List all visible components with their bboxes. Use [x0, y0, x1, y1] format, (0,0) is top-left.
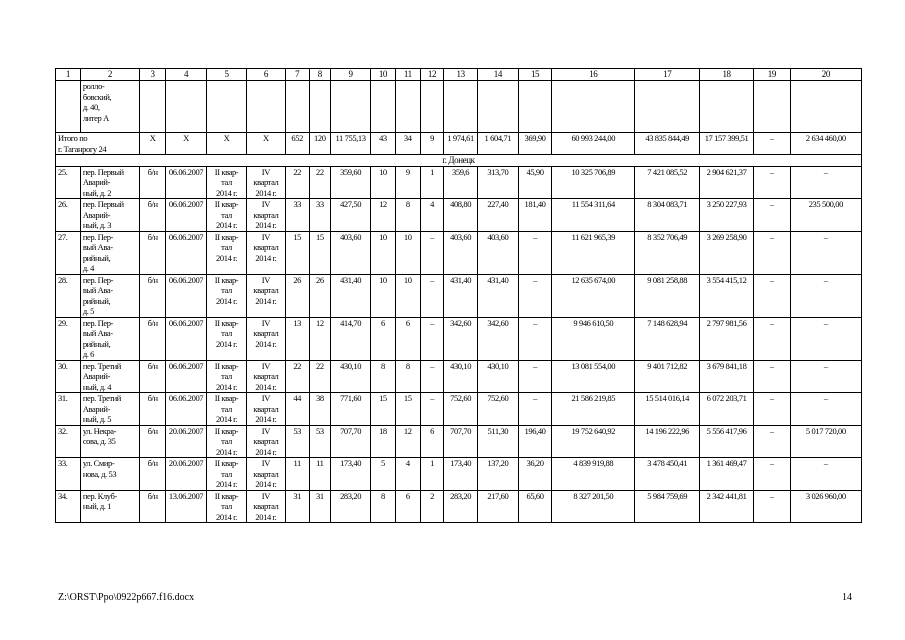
city-row: [56, 155, 862, 167]
row-number: 28.: [56, 274, 81, 317]
data-cell: –: [754, 393, 791, 426]
column-number: 20: [790, 69, 861, 81]
address-cell: пер. Первый Аварий- ный, д. 2: [80, 166, 139, 199]
data-cell: –: [754, 199, 791, 232]
data-cell: 173,40: [444, 458, 477, 491]
data-cell: II квар- тал 2014 г.: [207, 490, 247, 523]
table-row: [56, 360, 862, 393]
table-row: [56, 425, 862, 458]
total-cell: –: [754, 133, 791, 155]
data-cell: 3 026 960,00: [790, 490, 861, 523]
data-cell: 196,40: [518, 425, 551, 458]
data-cell: 1 361 469,47: [700, 458, 754, 491]
data-cell: 10: [395, 231, 420, 274]
data-cell: 65,60: [518, 490, 551, 523]
address-cell: пер. Пер- вый Ава- рийный, д. 4: [80, 231, 139, 274]
table-row: [56, 490, 862, 523]
column-number: 10: [371, 69, 396, 81]
data-cell: 33: [309, 199, 331, 232]
data-cell: 707,70: [444, 425, 477, 458]
data-cell: 53: [309, 425, 331, 458]
data-cell: 752,60: [444, 393, 477, 426]
data-cell: 06.06.2007: [166, 317, 207, 360]
empty-cell: [552, 81, 635, 133]
data-cell: 3 679 841,18: [700, 360, 754, 393]
data-cell: б/н: [140, 166, 166, 199]
data-cell: II квар- тал 2014 г.: [207, 458, 247, 491]
total-cell: 17 157 399,51: [700, 133, 754, 155]
row-number: [56, 81, 81, 133]
data-cell: 173,40: [331, 458, 371, 491]
data-cell: –: [518, 274, 551, 317]
data-cell: 15: [285, 231, 309, 274]
data-cell: –: [790, 458, 861, 491]
table-row: [56, 393, 862, 426]
data-cell: –: [754, 425, 791, 458]
data-cell: 10 325 706,89: [552, 166, 635, 199]
column-number-row: [56, 69, 862, 81]
total-cell: 1 604,71: [477, 133, 518, 155]
data-cell: 10: [395, 274, 420, 317]
data-cell: 3 250 227,93: [700, 199, 754, 232]
empty-cell: [444, 81, 477, 133]
row-number: 27.: [56, 231, 81, 274]
data-cell: 3 554 415,12: [700, 274, 754, 317]
column-number: 15: [518, 69, 551, 81]
data-cell: 8 304 083,71: [635, 199, 700, 232]
empty-cell: [518, 81, 551, 133]
total-cell: 2 634 460,00: [790, 133, 861, 155]
data-cell: –: [754, 166, 791, 199]
data-cell: 8: [371, 360, 396, 393]
data-cell: 3 478 450,41: [635, 458, 700, 491]
row-number: 34.: [56, 490, 81, 523]
table-row: [56, 317, 862, 360]
data-cell: 511,30: [477, 425, 518, 458]
total-cell: 34: [395, 133, 420, 155]
total-cell: 1 974,61: [444, 133, 477, 155]
data-cell: 4: [420, 199, 444, 232]
data-cell: 707,70: [331, 425, 371, 458]
data-cell: 6: [395, 317, 420, 360]
data-cell: 10: [371, 274, 396, 317]
address-cell: пер. Третий Аварий- ный, д. 4: [80, 360, 139, 393]
data-cell: 5: [371, 458, 396, 491]
data-cell: –: [754, 458, 791, 491]
column-number: 11: [395, 69, 420, 81]
data-cell: 9: [395, 166, 420, 199]
data-cell: 4: [395, 458, 420, 491]
total-cell: 9: [420, 133, 444, 155]
data-cell: –: [790, 393, 861, 426]
data-cell: 10: [371, 231, 396, 274]
data-cell: 6 072 203,71: [700, 393, 754, 426]
data-cell: 22: [309, 166, 331, 199]
footer-page-number: 14: [842, 592, 852, 603]
data-cell: –: [518, 360, 551, 393]
data-cell: –: [790, 317, 861, 360]
data-cell: 9 401 712,82: [635, 360, 700, 393]
data-cell: 342,60: [444, 317, 477, 360]
data-cell: б/н: [140, 317, 166, 360]
data-cell: II квар- тал 2014 г.: [207, 425, 247, 458]
data-cell: 13.06.2007: [166, 490, 207, 523]
data-cell: –: [420, 393, 444, 426]
data-cell: –: [754, 317, 791, 360]
data-cell: IV квартал 2014 г.: [246, 360, 285, 393]
data-cell: II квар- тал 2014 г.: [207, 199, 247, 232]
data-cell: –: [420, 274, 444, 317]
data-cell: II квар- тал 2014 г.: [207, 393, 247, 426]
data-cell: 13 081 554,00: [552, 360, 635, 393]
data-cell: 8 352 706,49: [635, 231, 700, 274]
data-cell: 8 327 201,50: [552, 490, 635, 523]
total-cell: Х: [246, 133, 285, 155]
column-number: 7: [285, 69, 309, 81]
address-cell: ул. Смир- нова, д. 53: [80, 458, 139, 491]
data-cell: 11: [309, 458, 331, 491]
data-cell: б/н: [140, 274, 166, 317]
column-number: 4: [166, 69, 207, 81]
data-cell: 44: [285, 393, 309, 426]
row-number: 32.: [56, 425, 81, 458]
column-number: 16: [552, 69, 635, 81]
total-cell: 369,90: [518, 133, 551, 155]
address-cell: пер. Первый Аварий- ный, д. 3: [80, 199, 139, 232]
data-cell: –: [754, 274, 791, 317]
column-number: 9: [331, 69, 371, 81]
row-number: 29.: [56, 317, 81, 360]
data-cell: 06.06.2007: [166, 231, 207, 274]
data-cell: 4 839 919,88: [552, 458, 635, 491]
data-cell: 06.06.2007: [166, 199, 207, 232]
data-cell: IV квартал 2014 г.: [246, 166, 285, 199]
data-cell: –: [754, 231, 791, 274]
data-cell: 06.06.2007: [166, 166, 207, 199]
data-cell: 217,60: [477, 490, 518, 523]
address-cell: пер. Клуб- ный, д. 1: [80, 490, 139, 523]
data-cell: 430,10: [477, 360, 518, 393]
address-cell: ул. Некра- сова, д. 35: [80, 425, 139, 458]
data-cell: 6: [371, 317, 396, 360]
data-cell: 15: [371, 393, 396, 426]
address-cell: пер. Пер- вый Ава- рийный, д. 5: [80, 274, 139, 317]
empty-cell: [309, 81, 331, 133]
row-number: 25.: [56, 166, 81, 199]
data-cell: 1: [420, 166, 444, 199]
data-cell: 427,50: [331, 199, 371, 232]
empty-cell: [395, 81, 420, 133]
empty-cell: [420, 81, 444, 133]
data-cell: 11: [285, 458, 309, 491]
column-number: 19: [754, 69, 791, 81]
footer-file-path: Z:\ORST\Ppo\0922p667.f16.docx: [58, 592, 195, 603]
data-cell: –: [790, 231, 861, 274]
row-number: 33.: [56, 458, 81, 491]
data-cell: 15: [395, 393, 420, 426]
empty-cell: [371, 81, 396, 133]
data-cell: 7 148 628,94: [635, 317, 700, 360]
data-cell: IV квартал 2014 г.: [246, 199, 285, 232]
data-cell: II квар- тал 2014 г.: [207, 231, 247, 274]
table-row: [56, 199, 862, 232]
data-cell: –: [420, 231, 444, 274]
data-cell: –: [790, 274, 861, 317]
empty-cell: [477, 81, 518, 133]
data-cell: 403,60: [477, 231, 518, 274]
data-cell: 9 946 610,50: [552, 317, 635, 360]
data-cell: 06.06.2007: [166, 393, 207, 426]
data-cell: б/н: [140, 231, 166, 274]
data-cell: II квар- тал 2014 г.: [207, 360, 247, 393]
data-cell: 8: [395, 360, 420, 393]
column-number: 2: [80, 69, 139, 81]
data-cell: –: [420, 360, 444, 393]
data-cell: 283,20: [331, 490, 371, 523]
data-cell: 45,90: [518, 166, 551, 199]
data-cell: 53: [285, 425, 309, 458]
data-cell: б/н: [140, 425, 166, 458]
row-number: 30.: [56, 360, 81, 393]
continued-row: [56, 81, 862, 133]
empty-cell: [790, 81, 861, 133]
total-cell: 120: [309, 133, 331, 155]
data-cell: 19 752 640,92: [552, 425, 635, 458]
data-cell: –: [790, 166, 861, 199]
column-number: 14: [477, 69, 518, 81]
data-cell: 752,60: [477, 393, 518, 426]
data-cell: б/н: [140, 490, 166, 523]
data-cell: 5 017 720,00: [790, 425, 861, 458]
data-cell: 181,40: [518, 199, 551, 232]
data-cell: 22: [285, 360, 309, 393]
table-row: [56, 458, 862, 491]
data-cell: –: [518, 317, 551, 360]
table-row: [56, 166, 862, 199]
data-cell: –: [518, 393, 551, 426]
column-number: 8: [309, 69, 331, 81]
data-cell: IV квартал 2014 г.: [246, 274, 285, 317]
total-cell: 43 835 844,49: [635, 133, 700, 155]
data-cell: 36,20: [518, 458, 551, 491]
column-number: 17: [635, 69, 700, 81]
empty-cell: [207, 81, 247, 133]
data-cell: 20.06.2007: [166, 458, 207, 491]
data-cell: 227,40: [477, 199, 518, 232]
data-cell: –: [754, 360, 791, 393]
empty-cell: [754, 81, 791, 133]
data-cell: 431,40: [444, 274, 477, 317]
data-cell: 13: [285, 317, 309, 360]
data-cell: 408,80: [444, 199, 477, 232]
data-cell: 11 554 311,64: [552, 199, 635, 232]
data-cell: 3 269 258,90: [700, 231, 754, 274]
data-cell: 22: [285, 166, 309, 199]
data-cell: б/н: [140, 458, 166, 491]
data-cell: 33: [285, 199, 309, 232]
data-cell: 14 196 222,96: [635, 425, 700, 458]
data-cell: 6: [395, 490, 420, 523]
total-row: [56, 133, 862, 155]
address-cell: пер. Пер- вый Ава- рийный, д. 6: [80, 317, 139, 360]
data-cell: 5 984 759,69: [635, 490, 700, 523]
data-cell: 137,20: [477, 458, 518, 491]
total-cell: Х: [166, 133, 207, 155]
data-cell: 6: [420, 425, 444, 458]
total-cell: 60 993 244,00: [552, 133, 635, 155]
column-number: 13: [444, 69, 477, 81]
data-cell: 1: [420, 458, 444, 491]
empty-cell: [246, 81, 285, 133]
data-cell: 12: [309, 317, 331, 360]
data-cell: IV квартал 2014 г.: [246, 490, 285, 523]
data-cell: 2: [420, 490, 444, 523]
data-cell: 2 904 621,37: [700, 166, 754, 199]
housing-table: [55, 68, 862, 523]
data-cell: 414,70: [331, 317, 371, 360]
column-number: 5: [207, 69, 247, 81]
column-number: 1: [56, 69, 81, 81]
data-cell: 31: [285, 490, 309, 523]
total-cell: 11 755,13: [331, 133, 371, 155]
data-cell: 771,60: [331, 393, 371, 426]
empty-cell: [635, 81, 700, 133]
empty-cell: [700, 81, 754, 133]
data-cell: –: [420, 317, 444, 360]
address-cell: ролло- бовский, д. 40, литер А: [80, 81, 139, 133]
data-cell: 2 797 981,56: [700, 317, 754, 360]
data-cell: 38: [309, 393, 331, 426]
column-number: 6: [246, 69, 285, 81]
data-cell: 403,60: [444, 231, 477, 274]
data-cell: 06.06.2007: [166, 360, 207, 393]
table-row: [56, 231, 862, 274]
column-number: 12: [420, 69, 444, 81]
data-cell: 283,20: [444, 490, 477, 523]
data-cell: 2 342 441,81: [700, 490, 754, 523]
data-cell: 31: [309, 490, 331, 523]
data-cell: 431,40: [331, 274, 371, 317]
data-cell: II квар- тал 2014 г.: [207, 166, 247, 199]
data-cell: 5 556 417,96: [700, 425, 754, 458]
data-cell: 11 621 965,39: [552, 231, 635, 274]
data-cell: 20.06.2007: [166, 425, 207, 458]
empty-cell: [140, 81, 166, 133]
data-cell: IV квартал 2014 г.: [246, 317, 285, 360]
empty-cell: [285, 81, 309, 133]
data-cell: б/н: [140, 199, 166, 232]
data-cell: 8: [395, 199, 420, 232]
empty-cell: [166, 81, 207, 133]
data-cell: II квар- тал 2014 г.: [207, 317, 247, 360]
data-cell: 22: [309, 360, 331, 393]
column-number: 3: [140, 69, 166, 81]
data-cell: 26: [309, 274, 331, 317]
total-cell: 652: [285, 133, 309, 155]
data-cell: 12: [395, 425, 420, 458]
data-cell: 9 081 258,88: [635, 274, 700, 317]
data-cell: –: [518, 231, 551, 274]
data-cell: 342,60: [477, 317, 518, 360]
data-cell: 235 500,00: [790, 199, 861, 232]
data-cell: IV квартал 2014 г.: [246, 231, 285, 274]
total-cell: 43: [371, 133, 396, 155]
data-cell: –: [754, 490, 791, 523]
data-cell: II квар- тал 2014 г.: [207, 274, 247, 317]
data-cell: 430,10: [444, 360, 477, 393]
data-cell: 8: [371, 490, 396, 523]
table-row: [56, 274, 862, 317]
data-cell: 403,60: [331, 231, 371, 274]
row-number: 31.: [56, 393, 81, 426]
address-cell: пер. Третий Аварий- ный, д. 5: [80, 393, 139, 426]
row-number: 26.: [56, 199, 81, 232]
data-cell: 15 514 016,14: [635, 393, 700, 426]
data-cell: 26: [285, 274, 309, 317]
data-cell: б/н: [140, 360, 166, 393]
data-cell: 359,6: [444, 166, 477, 199]
data-cell: 7 421 085,52: [635, 166, 700, 199]
data-cell: 313,70: [477, 166, 518, 199]
data-cell: –: [790, 360, 861, 393]
data-cell: 15: [309, 231, 331, 274]
data-cell: 12 635 674,00: [552, 274, 635, 317]
empty-cell: [331, 81, 371, 133]
total-cell: Х: [140, 133, 166, 155]
city-name: г. Донецк: [56, 155, 862, 167]
total-cell: Х: [207, 133, 247, 155]
data-cell: 10: [371, 166, 396, 199]
data-cell: б/н: [140, 393, 166, 426]
data-cell: IV квартал 2014 г.: [246, 425, 285, 458]
total-label: Итого по г. Таганрогу 24: [56, 133, 140, 155]
data-cell: IV квартал 2014 г.: [246, 458, 285, 491]
data-cell: 06.06.2007: [166, 274, 207, 317]
data-cell: 12: [371, 199, 396, 232]
data-cell: 18: [371, 425, 396, 458]
column-number: 18: [700, 69, 754, 81]
data-cell: 359,60: [331, 166, 371, 199]
data-cell: 430,10: [331, 360, 371, 393]
data-cell: 21 586 219,85: [552, 393, 635, 426]
data-cell: 431,40: [477, 274, 518, 317]
data-cell: IV квартал 2014 г.: [246, 393, 285, 426]
